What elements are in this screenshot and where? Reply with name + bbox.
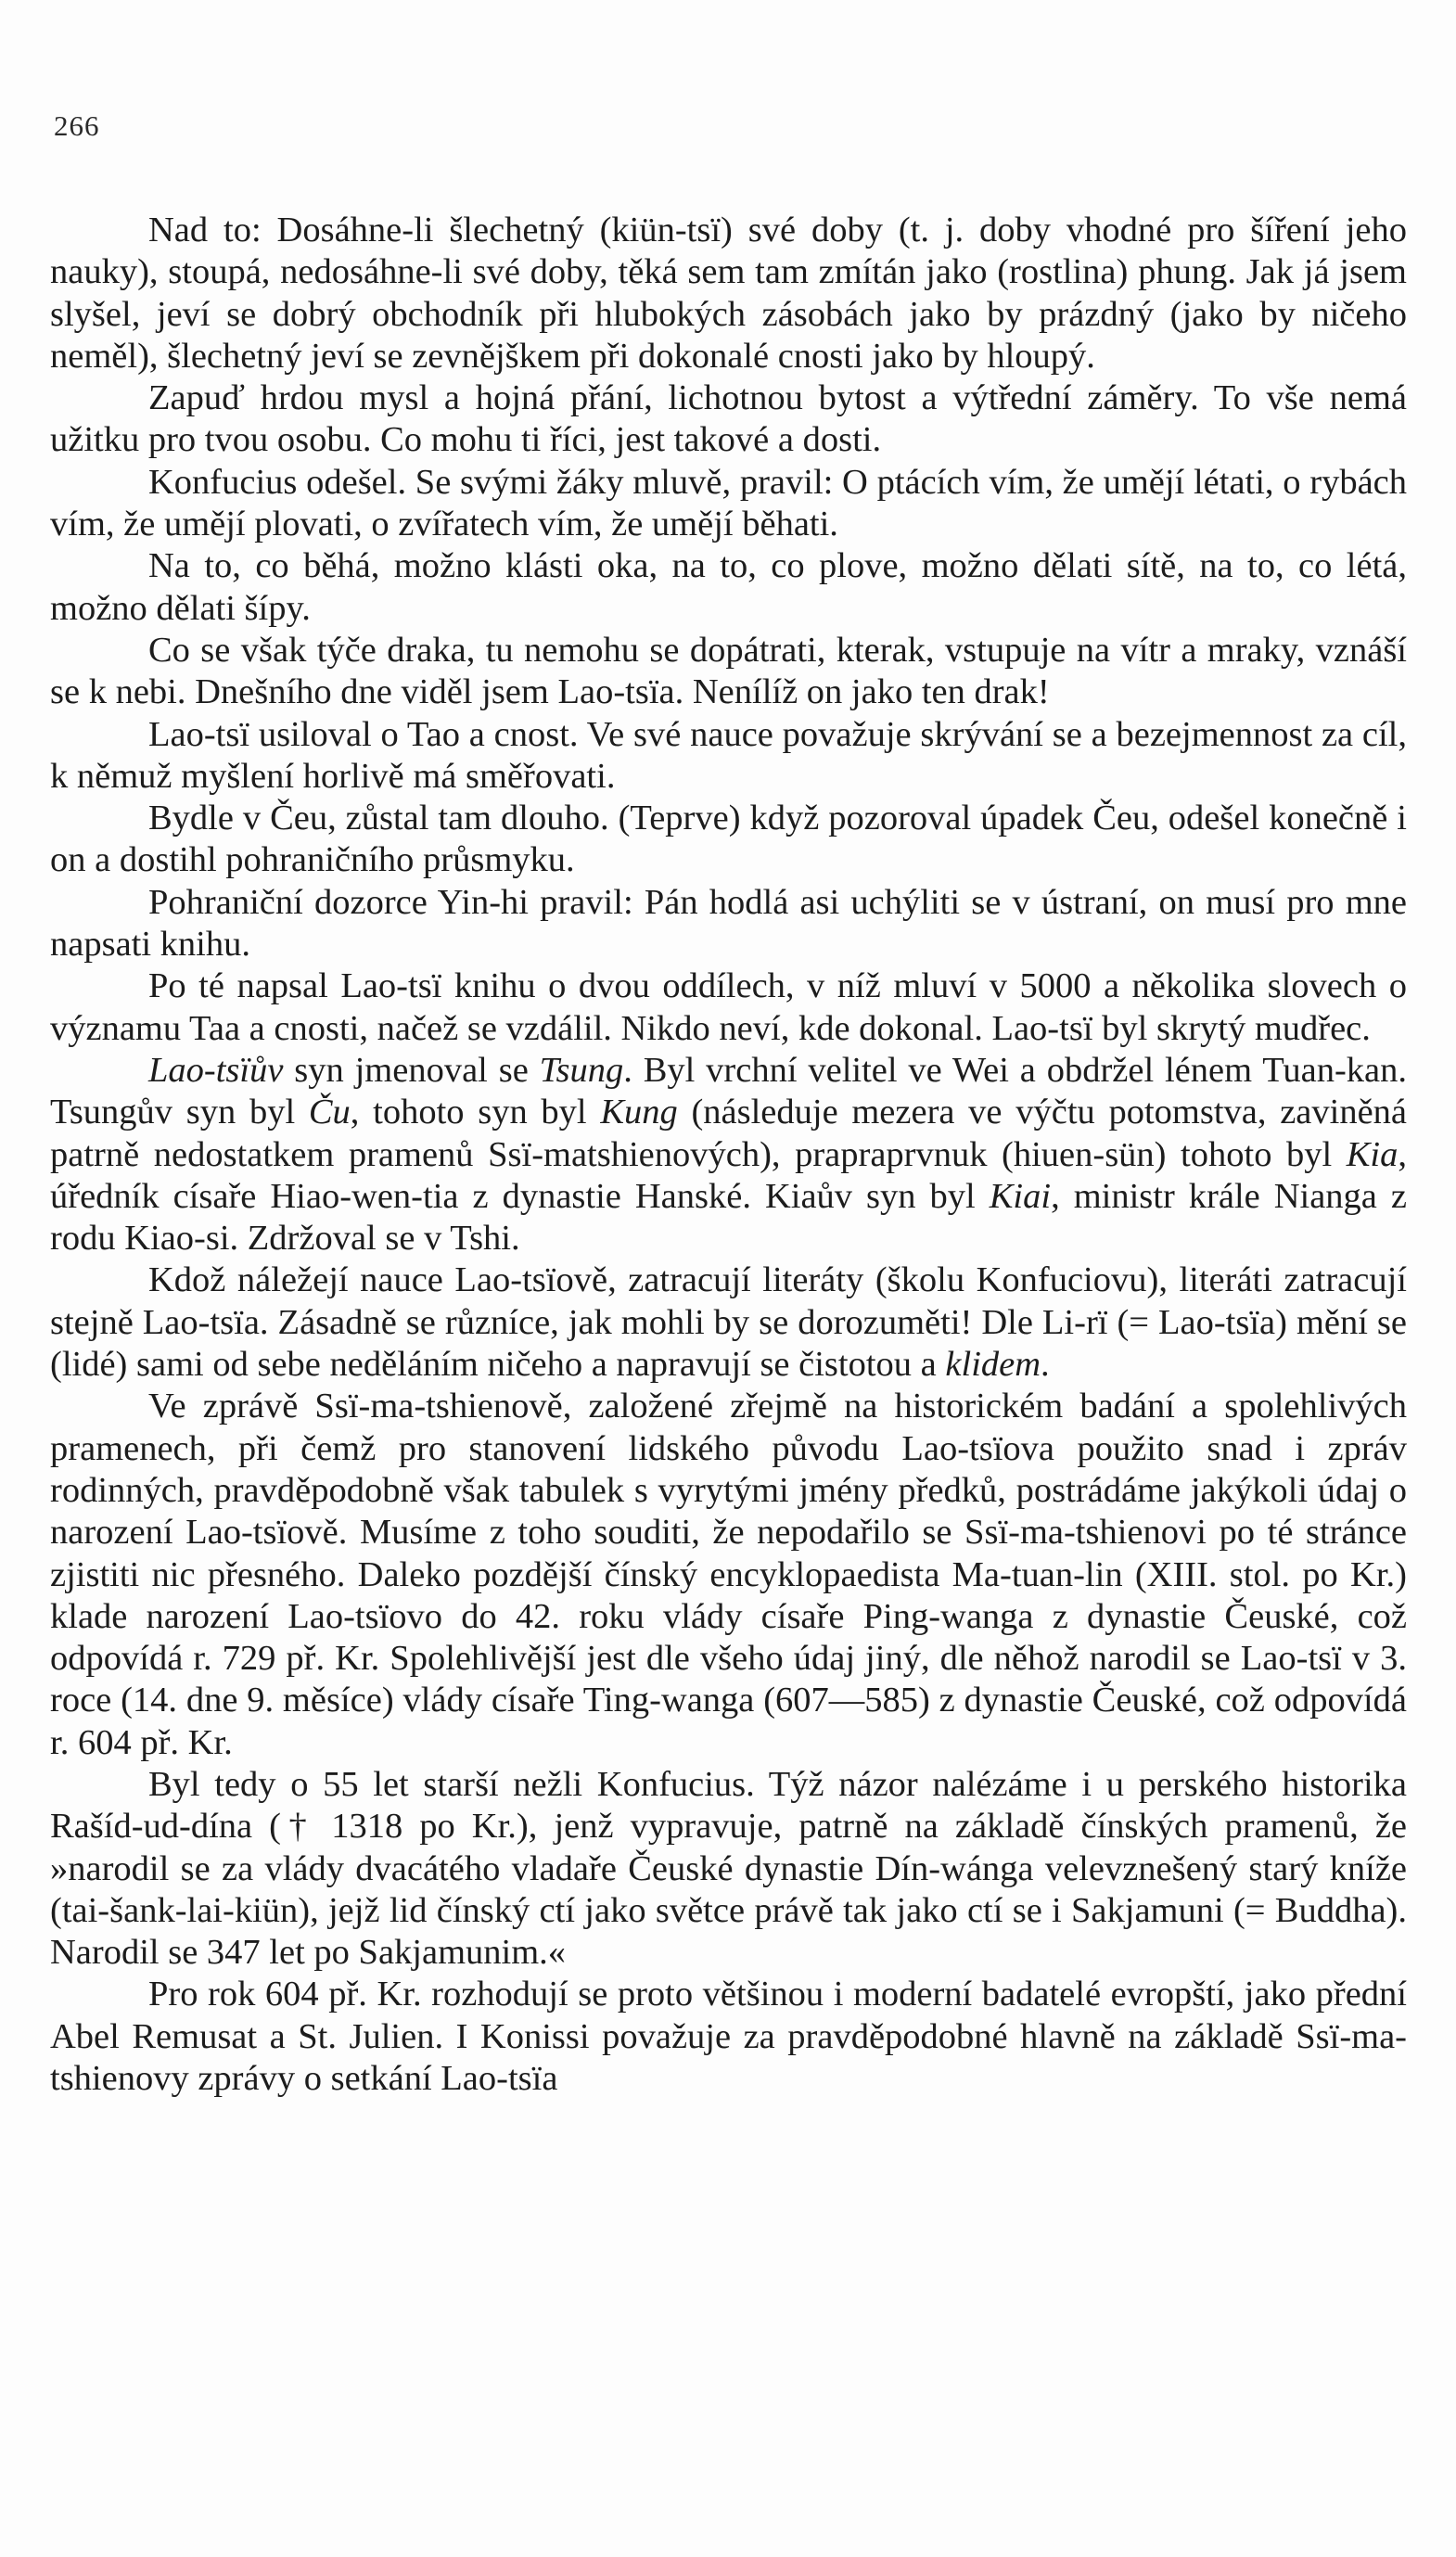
text-run: syn jmenoval se	[283, 1050, 540, 1090]
italic-name: Kiai	[989, 1176, 1052, 1216]
italic-name: Kung	[600, 1093, 678, 1132]
page-number: 266	[54, 109, 100, 142]
paragraph-7: Bydle v Čeu, zůstal tam dlouho. (Teprve) když pozoroval úpadek Čeu, odešel konečně i on a dostihl pohraničního průsmyku.	[50, 799, 1407, 880]
paragraph-9: Po té napsal Lao-tsï knihu o dvou oddílech, v níž mluví v 5000 a několika slovech o významu Taa a cnosti, načež se vzdálil. Nikdo neví, kde dokonal. Lao-tsï byl skrytý mudřec.	[50, 966, 1407, 1048]
paragraph-10	[50, 1050, 1407, 1259]
paragraph-3: Konfucius odešel. Se svými žáky mluvě, pravil: O ptácích vím, že umějí létati, o rybách vím, že umějí plovati, o zvířatech vím, že umějí běhati.	[50, 462, 1407, 544]
text-run: Kdož náležejí nauce Lao-tsïově, zatracují literáty (školu Konfuciovu), literáti zatracují stejně Lao-tsïa. Zásadně se různíce, jak mohli by se dorozuměti! Dle Li-rï (= Lao-tsïa) mění se (lidé) sami od sebe neděláním ničeho a napravují se čistotou a	[50, 1260, 1407, 1385]
text-run: , ministr krále Nianga z rodu Kiao-si. Zdržoval se v Tshi.	[50, 1176, 1407, 1259]
paragraph-2: Zapuď hrdou mysl a hojná přání, lichotnou bytost a výtřední záměry. To vše nemá užitku pro tvou osobu. Co mohu ti říci, jest takové a dosti.	[50, 378, 1407, 460]
text-run: , tohoto syn byl	[350, 1093, 601, 1132]
paragraph-4: Na to, co běhá, možno klásti oka, na to, co plove, možno dělati sítě, na to, co létá, možno dělati šípy.	[50, 546, 1407, 628]
italic-name: Tsung	[539, 1050, 624, 1090]
paragraph-6: Lao-tsï usiloval o Tao a cnost. Ve své nauce považuje skrývání se a bezejmennost za cíl, k němuž myšlení horlivě má směřovati.	[50, 714, 1407, 796]
paragraph-5: Co se však týče draka, tu nemohu se dopátrati, kterak, vstupuje na vítr a mraky, vznáší se k nebi. Dnešního dne viděl jsem Lao-tsïa. Nenílíž on jako ten drak!	[50, 630, 1407, 712]
text-run: , úředník císaře Hiao-wen-tia z dynastie Hanské. Kiaův syn byl	[50, 1134, 1407, 1216]
text-run: (následuje mezera ve výčtu potomstva, zaviněná patrně nedostatkem pramenů Ssï-matshienových), prapraprvnuk (hiuen-sün) tohoto byl	[50, 1093, 1407, 1174]
text-run: . Byl vrchní velitel ve Wei a obdržel lénem Tuan-kan. Tsungův syn byl	[50, 1050, 1407, 1132]
paragraph-11	[50, 1259, 1407, 1386]
italic-name: Lao-tsïův	[148, 1050, 284, 1090]
paragraph-14: Pro rok 604 př. Kr. rozhodují se proto většinou i moderní badatelé evropští, jako přední Abel Remusat a St. Julien. I Konissi považuje za pravděpodobné hlavně na základě Ssï-ma-tshienovy zprávy o setkání Lao-tsïa	[50, 1975, 1407, 2099]
italic-name: Kia	[1346, 1134, 1399, 1174]
italic-name: Ču	[308, 1093, 351, 1132]
text-run: .	[1041, 1345, 1050, 1385]
paragraph-8: Pohraniční dozorce Yin-hi pravil: Pán hodlá asi uchýliti se v ústraní, on musí pro mne napsati knihu.	[50, 882, 1407, 965]
body-text	[50, 210, 1407, 2100]
paragraph-12: Ve zprávě Ssï-ma-tshienově, založené zřejmě na historickém badání a spolehlivých pramenech, při čemž pro stanovení lidského původu Lao-tsïova použito snad i zpráv rodinných, pravděpodobně však tabulek s vyrytými jmény předků, postrádáme jakýkoli údaj o narození Lao-tsïově. Musíme z toho souditi, že nepodařilo se Ssï-ma-tshienovi po té stránce zjistiti nic přesného. Daleko pozdější čínský encyklopaedista Ma-tuan-lin (XIII. stol. po Kr.) klade narození Lao-tsïovo do 42. roku vlády císaře Ping-wanga z dynastie Čeuské, což odpovídá r. 729 př. Kr. Spolehlivější jest dle všeho údaj jiný, dle něhož narodil se Lao-tsï v 3. roce (14. dne 9. měsíce) vlády císaře Ting-wanga (607—585) z dynastie Čeuské, což odpovídá r. 604 př. Kr.	[50, 1387, 1407, 1762]
italic-word: klidem	[945, 1345, 1041, 1385]
paragraph-1: Nad to: Dosáhne-li šlechetný (kiün-tsï) své doby (t. j. doby vhodné pro šíření jeho nauky), stoupá, nedosáhne-li své doby, těká sem tam zmítán jako (rostlina) phung. Jak já jsem slyšel, jeví se dobrý obchodník při hlubokých zásobách jako by prázdný (jako by ničeho neměl), šlechetný jeví se zevnějškem při dokonalé cnosti jako by hloupý.	[50, 211, 1407, 376]
paragraph-13: Byl tedy o 55 let starší nežli Konfucius. Týž názor nalézáme i u perského historika Rašíd-ud-dína († 1318 po Kr.), jenž vypravuje, patrně na základě čínských pramenů, že »narodil se za vlády dvacátého vladaře Čeuské dynastie Dín-wánga velevznešený starý kníže (tai-šank-lai-kiün), jejž lid čínský ctí jako světce právě tak jako ctí se i Sakjamuni (= Buddha). Narodil se 347 let po Sakjamunim.«	[50, 1764, 1407, 1973]
